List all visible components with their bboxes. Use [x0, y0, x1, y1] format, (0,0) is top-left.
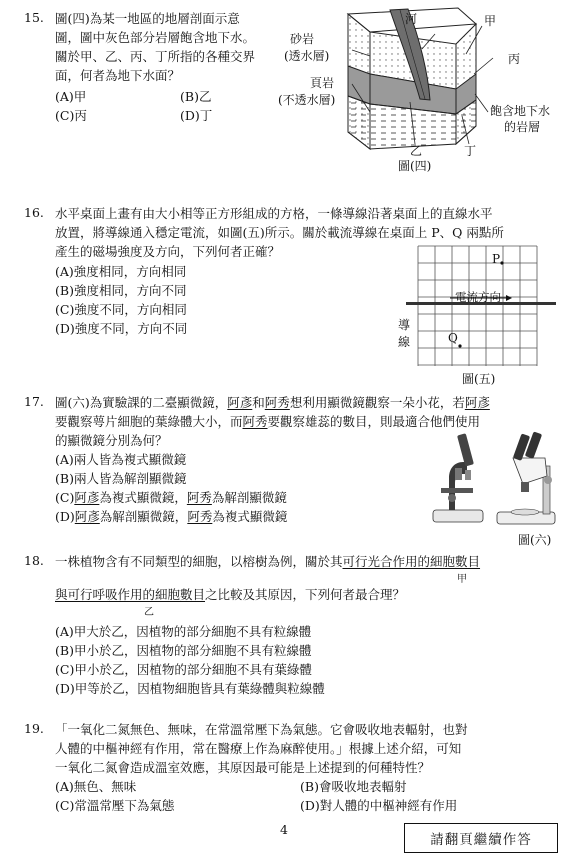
question-number: 17. — [24, 394, 44, 409]
label-jia: 甲 — [457, 574, 467, 585]
text-segment: 想利用顯微鏡觀察一朵小花，若 — [289, 395, 465, 410]
option-b: (B)會吸收地表輻射 — [300, 779, 407, 794]
compound-microscope-icon — [433, 433, 483, 522]
label-saturated-1: 飽含地下水 — [490, 104, 551, 118]
label-wire-1: 導 — [398, 318, 411, 332]
question-number: 18. — [24, 553, 44, 568]
name-a-xiu: 阿秀 — [242, 414, 268, 429]
label-p: P — [492, 252, 501, 266]
option-c: (C)丙 — [55, 108, 87, 123]
option-a: (A)無色、無味 — [55, 779, 137, 794]
question-text-line: 放置，將導線通入穩定電流，如圖(五)所示。關於載流導線在桌面上 P、Q 兩點所 — [55, 225, 504, 240]
question-text-line: 圖，圖中灰色部分岩層飽含地下水。 — [55, 30, 256, 45]
option-b: (B)強度相同，方向不同 — [55, 283, 187, 298]
photosynthetic-cells-term: 可行光合作用的細胞數目 — [342, 554, 481, 569]
question-text-line: 水平桌面上畫有由大小相等正方形組成的方格，一條導線沿著桌面上的直線水平 — [55, 206, 493, 221]
option-a: (A)甲大於乙，因植物的部分細胞不具有粒線體 — [55, 624, 312, 639]
text-segment: 為解剖顯微鏡 — [211, 490, 287, 505]
label-river: 河 — [405, 12, 418, 26]
option-d: (D)強度不同，方向不同 — [55, 321, 188, 336]
label-sandstone-note: (透水層) — [284, 49, 330, 63]
question-number: 16. — [24, 205, 44, 220]
option-b: (B)乙 — [180, 89, 212, 104]
question-text-line: 人體的中樞神經有作用，常在醫療上作為麻醉使用。」根據上述介紹，可知 — [55, 741, 462, 756]
text-segment: 為複式顯微鏡 — [212, 509, 288, 524]
option-c: (C)常溫常壓下為氣態 — [55, 798, 175, 813]
figure-5-grid — [398, 244, 558, 368]
option-d — [55, 508, 287, 526]
question-number: 15. — [24, 10, 44, 25]
option-d: (D)甲等於乙，因植物細胞皆具有葉綠體與粒線體 — [55, 681, 325, 696]
label-jia: 甲 — [484, 14, 497, 28]
text-segment: 圖(六)為實驗課的二臺顯微鏡， — [55, 395, 228, 410]
label-wire-2: 線 — [398, 335, 411, 349]
question-text-line: 圖(四)為某一地區的地層剖面示意 — [55, 11, 240, 26]
option-b: (B)兩人皆為解剖顯微鏡 — [55, 471, 187, 486]
option-d: (D)對人體的中樞神經有作用 — [300, 798, 458, 813]
question-text-line — [55, 394, 490, 412]
name-a-yan: 阿彥 — [74, 509, 100, 524]
question-text-line: 面，何者為地下水面？ — [55, 68, 181, 83]
option-a: (A)兩人皆為複式顯微鏡 — [55, 452, 187, 467]
figure-5-caption: 圖(五) — [462, 372, 496, 386]
label-saturated-2: 的岩層 — [504, 120, 541, 134]
question-text-line: 關於甲、乙、丙、丁所指的各種交界 — [55, 49, 256, 64]
question-text-line: 的顯微鏡分別為何？ — [55, 433, 168, 448]
point-p — [500, 261, 503, 264]
option-a: (A)甲 — [55, 89, 87, 104]
figure-6-caption: 圖(六) — [518, 533, 552, 547]
text-segment: 為解剖顯微鏡， — [99, 509, 188, 524]
dissecting-microscope-icon — [497, 431, 555, 524]
figure-4-caption: 圖(四) — [398, 159, 432, 173]
label-yi: 乙 — [410, 144, 423, 158]
name-a-yan: 阿彥 — [74, 490, 100, 505]
question-text-line — [55, 413, 480, 431]
text-segment: 為複式顯微鏡， — [99, 490, 187, 505]
option-c: (C)強度不同，方向相同 — [55, 302, 187, 317]
label-bing: 丙 — [508, 52, 521, 66]
name-a-xiu: 阿秀 — [264, 395, 290, 410]
option-d: (D)丁 — [180, 108, 213, 123]
option-b: (B)甲小於乙，因植物的部分細胞不具有粒線體 — [55, 643, 312, 658]
text-segment: 要觀察萼片細胞的葉綠體大小，而 — [55, 414, 243, 429]
question-text-line — [55, 586, 405, 604]
text-segment: 之比較及其原因，下列何者最合理？ — [205, 587, 406, 602]
question-text-line: 產生的磁場強度及方向，下列何者正確？ — [55, 244, 281, 259]
text-segment: (D) — [55, 509, 75, 524]
figure-6-microscopes — [425, 428, 560, 528]
page-number: 4 — [280, 822, 288, 837]
label-shale-note: (不透水層) — [278, 93, 336, 107]
name-a-yan: 阿彥 — [464, 395, 490, 410]
name-a-yan: 阿彥 — [227, 395, 253, 410]
name-a-xiu: 阿秀 — [186, 490, 212, 505]
label-yi: 乙 — [144, 607, 154, 618]
text-segment: 一株植物含有不同類型的細胞，以榕樹為例，關於其 — [55, 554, 343, 569]
question-text-line: 一氧化二氮會造成溫室效應，其原因最可能是上述提到的何種特性？ — [55, 760, 431, 775]
label-current-direction: 電流方向 — [455, 290, 501, 304]
option-c — [55, 489, 287, 507]
respiring-cells-term: 與可行呼吸作用的細胞數目 — [55, 587, 206, 602]
label-ding: 丁 — [464, 144, 477, 158]
text-segment: (C) — [55, 490, 75, 505]
question-text-line — [55, 553, 480, 571]
text-segment: 要觀察雄蕊的數目，則最適合他們使用 — [267, 414, 481, 429]
point-q — [458, 344, 461, 347]
label-sandstone: 砂岩 — [290, 32, 315, 46]
name-a-xiu: 阿秀 — [187, 509, 213, 524]
option-c: (C)甲小於乙，因植物的部分細胞不具有葉綠體 — [55, 662, 312, 677]
turn-page-notice: 請翻頁繼續作答 — [404, 823, 558, 853]
question-number: 19. — [24, 721, 44, 736]
label-shale: 頁岩 — [310, 76, 335, 90]
question-text-line: 「一氧化二氮無色、無味，在常溫常壓下為氣態。它會吸收地表輻射，也對 — [55, 722, 468, 737]
option-a: (A)強度相同，方向相同 — [55, 264, 187, 279]
text-segment: 和 — [252, 395, 265, 410]
label-q: Q — [448, 331, 458, 345]
